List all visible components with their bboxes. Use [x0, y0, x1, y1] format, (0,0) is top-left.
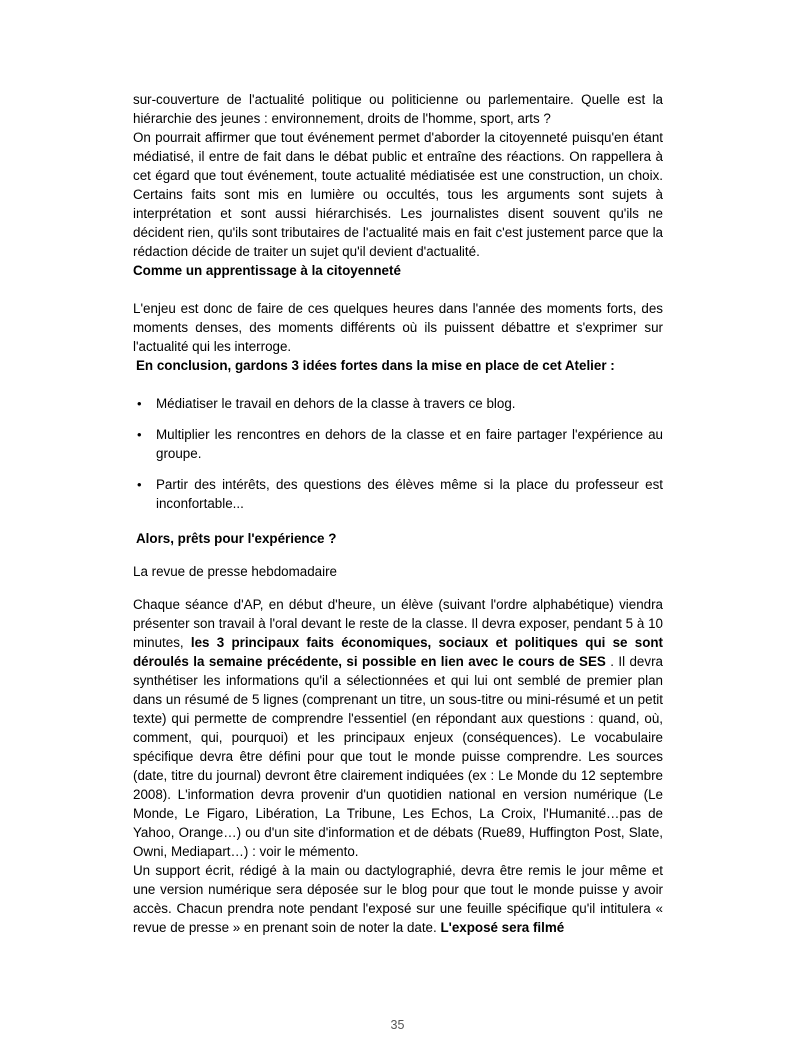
subtitle-revue-de-presse: La revue de presse hebdomadaire	[133, 564, 337, 579]
bullet-text-multiplier: Multiplier les rencontres en dehors de la classe et en faire partager l'expérience au groupe.	[156, 427, 663, 461]
heading-apprentissage-citoyennete: Comme un apprentissage à la citoyenneté	[133, 263, 401, 278]
list-item	[133, 425, 663, 463]
text-run: Chaque séance d'AP, en début d'heure, un élève (suivant l'ordre alphabétique) viendra présenter son travail à l'oral devant le reste de la classe. Il devra exposer, pendant 5 à 10 minutes,	[133, 597, 663, 650]
bullet-icon: •	[137, 477, 142, 492]
list-item	[133, 475, 663, 513]
paragraph-enjeu: L'enjeu est donc de faire de ces quelques heures dans l'année des moments forts, des moments denses, des moments différents où ils puissent débattre et s'exprimer sur l'actualité qui les interroge.	[133, 301, 663, 354]
text-run-bold: L'exposé sera filmé	[440, 920, 565, 935]
bullet-text-mediatiser: Médiatiser le travail en dehors de la classe à travers ce blog.	[156, 396, 516, 411]
page-number: 35	[390, 1018, 405, 1032]
list-item	[133, 394, 663, 413]
paragraph-support-ecrit	[133, 861, 663, 937]
bullet-text-partir-interets: Partir des intérêts, des questions des élèves même si la place du professeur est inconfortable...	[156, 477, 663, 511]
heading-prets-experience: Alors, prêts pour l'expérience ?	[136, 531, 337, 546]
bullet-icon: •	[137, 396, 142, 411]
paragraph-evenement-citoyennete: On pourrait affirmer que tout événement permet d'aborder la citoyenneté puisqu'en étant médiatisé, il entre de fait dans le débat public et entraîne des réactions. On rappellera à cet égard que tout événement, toute actualité médiatisée est une construction, un choix. Certains faits sont mis en lumière ou occultés, tous les arguments sont sujets à interprétation et sont aussi hiérarchisés. Les journalistes disent souvent qu'ils ne décident rien, qu'ils sont tributaires de l'actualité mais en fait c'est justement parce que la rédaction décide de traiter un sujet qu'il devient d'actualité.	[133, 130, 663, 259]
text-run-bold: les 3 principaux faits économiques, sociaux et politiques qui se sont déroulés la semaine précédente, si possible en lien avec le cours de SES	[133, 635, 664, 669]
bullet-list	[133, 394, 663, 513]
paragraph-revue-de-presse	[133, 595, 663, 861]
paragraph-couverture-actualite: sur-couverture de l'actualité politique ou politicienne ou parlementaire. Quelle est la hiérarchie des jeunes : environnement, droits de l'homme, sport, arts ?	[133, 92, 663, 126]
bullet-icon: •	[137, 427, 142, 442]
text-run: . Il devra synthétiser les informations qu'il a sélectionnées et qui lui ont semblé de premier plan dans un résumé de 5 lignes (comprenant un titre, un sous-titre ou mini-résumé et un petit texte) qui permette de comprendre l'essentiel (en répondant aux questions : quand, où, comment, qui, pourquoi) et les principaux enjeux (conséquences). Le vocabulaire spécifique devra être défini pour que tout le monde puisse comprendre. Les sources (date, titre du journal) devront être clairement indiquées (ex : Le Monde du 12 septembre 2008). L'information devra provenir d'un quotidien national en version numérique (Le Monde, Le Figaro, Libération, La Tribune, Les Echos, La Croix, l'Humanité…pas de Yahoo, Orange…) ou d'un site d'information et de débats (Rue89, Huffington Post, Slate, Owni, Mediapart…) : voir le mémento.	[133, 654, 663, 859]
text-run: Un support écrit, rédigé à la main ou dactylographié, devra être remis le jour même et une version numérique sera déposée sur le blog pour que tout le monde puisse y avoir accès. Chacun prendra note pendant l'exposé sur une feuille spécifique qu'il intitulera « revue de presse » en prenant soin de noter la date.	[133, 863, 663, 935]
heading-conclusion-3-idees: En conclusion, gardons 3 idées fortes dans la mise en place de cet Atelier :	[136, 358, 615, 373]
page-content	[133, 90, 663, 937]
